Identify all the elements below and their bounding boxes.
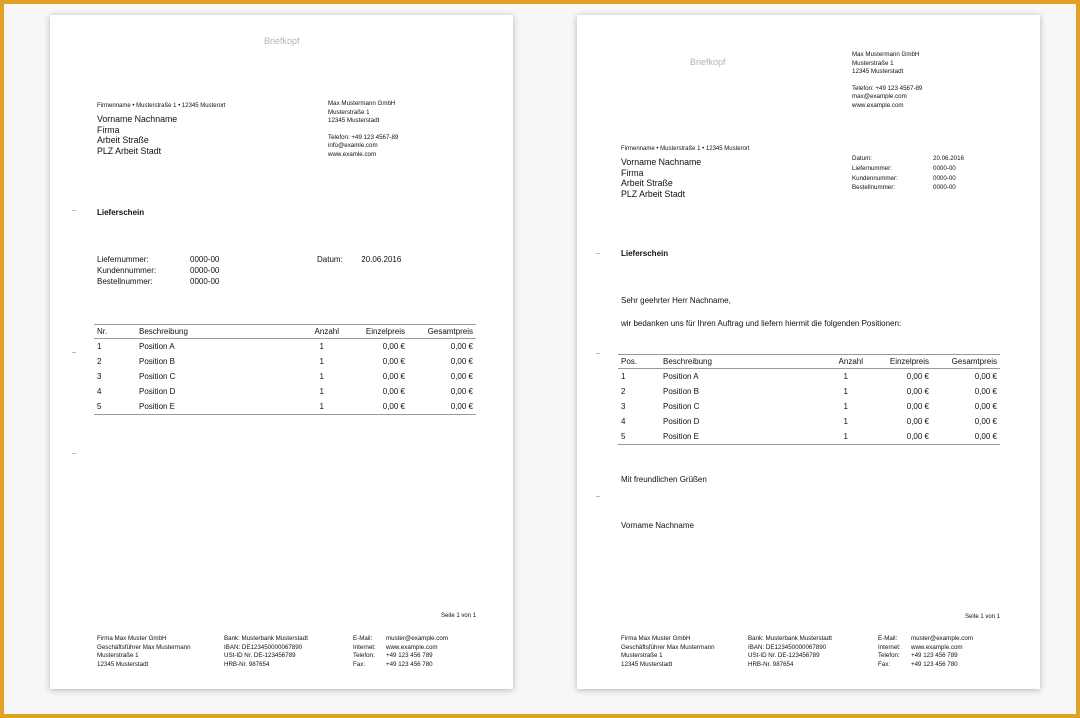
row-total-price: 0,00 € bbox=[974, 402, 997, 411]
footer-street: Musterstraße 1 bbox=[621, 652, 663, 659]
date-label: Datum: bbox=[317, 255, 343, 264]
footer-email-value: muster@example.com bbox=[386, 635, 448, 642]
fold-mark bbox=[72, 210, 76, 211]
footer-hrb: HRB-Nr. 987654 bbox=[748, 660, 794, 668]
items-table bbox=[94, 324, 476, 415]
footer-street: Musterstraße 1 bbox=[97, 652, 139, 659]
letterhead-label: Briefkopf bbox=[264, 36, 300, 46]
reference-numbers bbox=[852, 154, 964, 193]
row-unit-price: 0,00 € bbox=[382, 387, 405, 396]
table-row bbox=[618, 369, 1000, 385]
signature-name: Vorname Nachname bbox=[621, 521, 694, 530]
row-description: Position A bbox=[663, 372, 699, 381]
document-title: Lieferschein bbox=[97, 208, 145, 217]
row-quantity: 1 bbox=[843, 387, 848, 396]
fold-mark bbox=[596, 253, 600, 254]
row-number: 4 bbox=[621, 417, 626, 426]
company-phone: Telefon: +49 123 4567-89 bbox=[328, 133, 399, 141]
footer-iban: IBAN: DE123450000067890 bbox=[224, 643, 303, 651]
row-number: 2 bbox=[621, 387, 626, 396]
customer-number-label: Kundennummer: bbox=[97, 266, 157, 275]
row-description: Position D bbox=[139, 387, 176, 396]
row-number: 5 bbox=[618, 429, 660, 445]
table-row bbox=[94, 339, 476, 355]
row-quantity: 1 bbox=[843, 417, 848, 426]
order-number-value: 0000-00 bbox=[933, 184, 956, 192]
row-unit-price: 0,00 € bbox=[866, 429, 932, 445]
footer-bank bbox=[748, 635, 832, 669]
recipient-company: Firma bbox=[621, 167, 644, 178]
row-number: 3 bbox=[97, 372, 102, 381]
row-unit-price: 0,00 € bbox=[906, 402, 929, 411]
table-row bbox=[618, 384, 1000, 399]
company-street: Musterstraße 1 bbox=[852, 59, 894, 67]
row-number: 1 bbox=[621, 372, 626, 381]
row-description: Position A bbox=[139, 342, 175, 351]
reference-numbers bbox=[97, 255, 219, 286]
customer-number-value: 0000-00 bbox=[190, 266, 220, 275]
row-description: Position C bbox=[139, 372, 176, 381]
footer-fax-value: +49 123 456 780 bbox=[911, 660, 958, 668]
footer-fax-label: Fax: bbox=[353, 660, 366, 668]
footer-internet-label: Internet: bbox=[353, 643, 376, 651]
delivery-number-label: Liefernummer: bbox=[97, 255, 149, 264]
punch-mark bbox=[596, 353, 600, 354]
column-header-unit-price: Einzelpreis bbox=[866, 355, 932, 369]
recipient-name: Vorname Nachname bbox=[621, 157, 702, 167]
table-header-row bbox=[618, 355, 1000, 369]
table-row bbox=[618, 429, 1000, 445]
company-web: www.example.com bbox=[852, 101, 904, 109]
company-phone: Telefon: +49 123 4567-89 bbox=[852, 84, 923, 92]
date-field bbox=[317, 255, 401, 264]
company-email: max@example.com bbox=[852, 93, 907, 100]
footer-bank-name: Bank: Musterbank Musterstadt bbox=[748, 635, 832, 642]
column-header-total-price: Gesamtpreis bbox=[408, 325, 476, 339]
column-header-description: Beschreibung bbox=[136, 325, 254, 339]
table-row bbox=[94, 384, 476, 399]
company-info bbox=[852, 51, 922, 110]
date-value: 20.06.2016 bbox=[933, 155, 964, 162]
row-unit-price: 0,00 € bbox=[382, 372, 405, 381]
company-info bbox=[328, 100, 398, 159]
footer-bank-name: Bank: Musterbank Musterstadt bbox=[224, 635, 308, 642]
recipient-street: Arbeit Straße bbox=[621, 178, 673, 189]
column-header-quantity: Anzahl bbox=[254, 325, 342, 339]
footer-managing-director: Geschäftsführer Max Mustermann bbox=[97, 643, 191, 651]
footer-company bbox=[97, 635, 191, 669]
row-number: 4 bbox=[97, 387, 102, 396]
row-unit-price: 0,00 € bbox=[906, 417, 929, 426]
customer-number-label: Kundennummer: bbox=[852, 174, 898, 182]
footer-contact bbox=[353, 635, 448, 669]
recipient-company: Firma bbox=[97, 124, 120, 135]
table-row bbox=[94, 369, 476, 384]
order-number-label: Bestellnummer: bbox=[852, 184, 895, 192]
recipient-street: Arbeit Straße bbox=[97, 135, 149, 146]
row-quantity: 1 bbox=[254, 399, 342, 415]
row-total-price: 0,00 € bbox=[932, 429, 1000, 445]
sender-line: Firmenname • Musterstraße 1 • 12345 Musterort bbox=[97, 103, 226, 109]
closing-text: Mit freundlichen Grüßen bbox=[621, 475, 707, 484]
footer-hrb: HRB-Nr. 987654 bbox=[224, 660, 270, 668]
right-document-page bbox=[577, 15, 1040, 689]
salutation: Sehr geehrter Herr Nachname, bbox=[621, 296, 731, 305]
footer-phone-value: +49 123 456 789 bbox=[386, 652, 433, 659]
row-number: 2 bbox=[97, 357, 102, 366]
row-unit-price: 0,00 € bbox=[382, 357, 405, 366]
column-header-quantity: Anzahl bbox=[778, 355, 866, 369]
row-total-price: 0,00 € bbox=[450, 387, 473, 396]
company-city: 12345 Musterstadt bbox=[852, 68, 904, 75]
footer-internet-value: www.example.com bbox=[386, 643, 438, 651]
table-row bbox=[618, 399, 1000, 414]
footer-fax-value: +49 123 456 780 bbox=[386, 660, 433, 668]
row-quantity: 1 bbox=[319, 372, 324, 381]
company-street: Musterstraße 1 bbox=[328, 108, 370, 116]
row-number: 1 bbox=[97, 342, 102, 351]
footer-phone-label: Telefon: bbox=[878, 652, 900, 659]
company-web: www.examle.com bbox=[328, 150, 377, 158]
date-value: 20.06.2016 bbox=[361, 255, 402, 264]
footer-city: 12345 Musterstadt bbox=[97, 660, 149, 668]
column-header-unit-price: Einzelpreis bbox=[342, 325, 408, 339]
footer-bank bbox=[224, 635, 308, 669]
footer-managing-director: Geschäftsführer Max Mustermann bbox=[621, 643, 715, 651]
row-total-price: 0,00 € bbox=[408, 399, 476, 415]
page-number: Seite 1 von 1 bbox=[965, 614, 1001, 620]
row-quantity: 1 bbox=[319, 342, 324, 351]
row-unit-price: 0,00 € bbox=[382, 342, 405, 351]
table-header-row bbox=[94, 325, 476, 339]
footer-email-label: E-Mail: bbox=[878, 635, 898, 642]
left-document-page bbox=[50, 15, 513, 689]
delivery-number-value: 0000-00 bbox=[190, 255, 220, 264]
row-total-price: 0,00 € bbox=[450, 357, 473, 366]
column-header-nr: Nr. bbox=[94, 325, 136, 339]
delivery-number-label: Liefernummer: bbox=[852, 164, 892, 172]
footer-vat-id: USt-ID Nr. DE-123456789 bbox=[224, 652, 296, 659]
row-description: Position B bbox=[139, 357, 176, 366]
row-quantity: 1 bbox=[843, 372, 848, 381]
row-total-price: 0,00 € bbox=[974, 417, 997, 426]
fold-mark bbox=[72, 453, 76, 454]
fold-mark bbox=[596, 496, 600, 497]
footer-company-name: Firma Max Muster GmbH bbox=[621, 635, 691, 642]
column-header-total-price: Gesamtpreis bbox=[932, 355, 1000, 369]
row-unit-price: 0,00 € bbox=[906, 387, 929, 396]
footer-internet-label: Internet: bbox=[878, 643, 901, 651]
row-description: Position E bbox=[660, 429, 778, 445]
delivery-number-value: 0000-00 bbox=[933, 164, 956, 172]
recipient-address bbox=[97, 114, 177, 156]
footer-phone-value: +49 123 456 789 bbox=[911, 652, 958, 659]
row-quantity: 1 bbox=[319, 357, 324, 366]
row-total-price: 0,00 € bbox=[450, 342, 473, 351]
row-quantity: 1 bbox=[778, 429, 866, 445]
letterhead-label: Briefkopf bbox=[690, 57, 726, 67]
order-number-label: Bestellnummer: bbox=[97, 277, 153, 286]
row-unit-price: 0,00 € bbox=[906, 372, 929, 381]
footer-city: 12345 Musterstadt bbox=[621, 660, 673, 668]
column-header-description: Beschreibung bbox=[660, 355, 778, 369]
intro-text: wir bedanken uns für Ihren Auftrag und liefern hiermit die folgenden Positionen: bbox=[621, 319, 902, 328]
table-row bbox=[94, 354, 476, 369]
row-quantity: 1 bbox=[319, 387, 324, 396]
footer-vat-id: USt-ID Nr. DE-123456789 bbox=[748, 652, 820, 659]
company-city: 12345 Musterstadt bbox=[328, 117, 380, 124]
document-title: Lieferschein bbox=[621, 249, 669, 258]
footer-email-label: E-Mail: bbox=[353, 635, 373, 642]
customer-number-value: 0000-00 bbox=[933, 174, 956, 182]
footer-fax-label: Fax: bbox=[878, 660, 891, 668]
date-label: Datum: bbox=[852, 155, 872, 162]
sender-line: Firmenname • Musterstraße 1 • 12345 Musterort bbox=[621, 146, 750, 152]
table-row bbox=[94, 399, 476, 415]
row-description: Position D bbox=[663, 417, 700, 426]
footer-internet-value: www.example.com bbox=[911, 643, 963, 651]
footer-company-name: Firma Max Muster GmbH bbox=[97, 635, 167, 642]
footer-company bbox=[621, 635, 715, 669]
recipient-city: PLZ Arbeit Stadt bbox=[621, 188, 686, 199]
row-description: Position E bbox=[136, 399, 254, 415]
table-row bbox=[618, 414, 1000, 429]
page-number: Seite 1 von 1 bbox=[441, 613, 477, 619]
company-name: Max Mustermann GmbH bbox=[852, 51, 920, 58]
items-table bbox=[618, 354, 1000, 445]
row-unit-price: 0,00 € bbox=[342, 399, 408, 415]
footer-phone-label: Telefon: bbox=[353, 652, 375, 659]
row-description: Position C bbox=[663, 402, 700, 411]
row-number: 5 bbox=[94, 399, 136, 415]
row-description: Position B bbox=[663, 387, 700, 396]
order-number-value: 0000-00 bbox=[190, 277, 220, 286]
row-total-price: 0,00 € bbox=[974, 372, 997, 381]
recipient-name: Vorname Nachname bbox=[97, 114, 178, 124]
row-total-price: 0,00 € bbox=[974, 387, 997, 396]
recipient-city: PLZ Arbeit Stadt bbox=[97, 145, 162, 156]
company-name: Max Mustermann GmbH bbox=[328, 100, 396, 107]
company-email: info@examle.com bbox=[328, 142, 378, 149]
recipient-address bbox=[621, 157, 701, 199]
row-quantity: 1 bbox=[843, 402, 848, 411]
punch-mark bbox=[72, 352, 76, 353]
column-header-position: Pos. bbox=[618, 355, 660, 369]
footer-contact bbox=[878, 635, 973, 669]
footer-iban: IBAN: DE123450000067890 bbox=[748, 643, 827, 651]
row-number: 3 bbox=[621, 402, 626, 411]
row-total-price: 0,00 € bbox=[450, 372, 473, 381]
footer-email-value: muster@example.com bbox=[911, 635, 973, 642]
